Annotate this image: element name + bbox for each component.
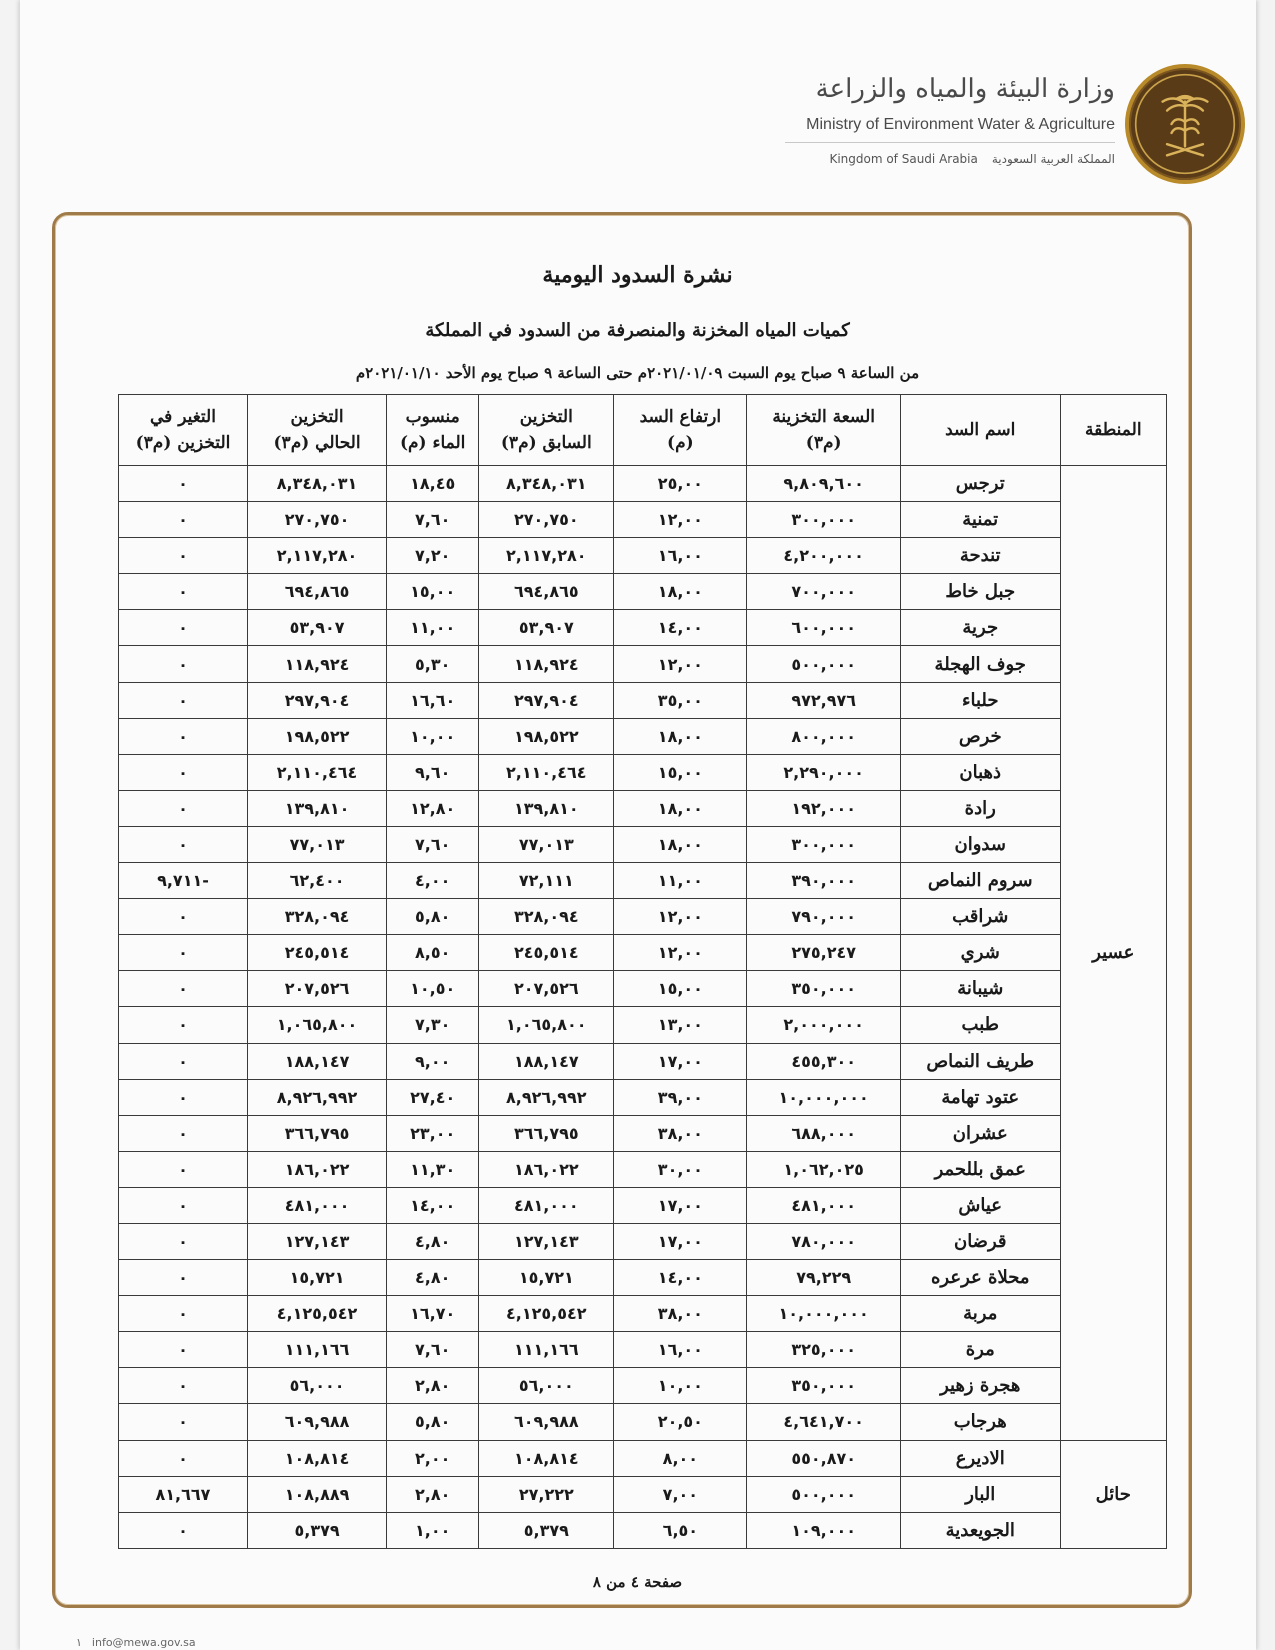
dam-name-cell: جوف الهجلة — [900, 646, 1060, 682]
dam-name-cell: جرية — [900, 610, 1060, 646]
water-level-cell: ٧,٦٠ — [387, 826, 479, 862]
water-level-cell: ٥,٨٠ — [387, 1404, 479, 1440]
capacity-cell: ١٠٩,٠٠٠ — [747, 1512, 901, 1548]
table-row — [119, 682, 1167, 718]
storage-change-cell: ٠ — [119, 1151, 248, 1187]
previous-storage-cell: ٣٢٨,٠٩٤ — [479, 899, 614, 935]
height-cell: ١٤,٠٠ — [614, 1260, 747, 1296]
capacity-cell: ٤,٦٤١,٧٠٠ — [747, 1404, 901, 1440]
height-cell: ٣٠,٠٠ — [614, 1151, 747, 1187]
storage-change-cell: ٠ — [119, 466, 248, 502]
capacity-cell: ٣٠٠,٠٠٠ — [747, 826, 901, 862]
height-cell: ٣٥,٠٠ — [614, 682, 747, 718]
capacity-cell: ٤٥٥,٣٠٠ — [747, 1043, 901, 1079]
table-row — [119, 1404, 1167, 1440]
region-cell: عسير — [1060, 466, 1166, 1441]
table-row — [119, 826, 1167, 862]
dam-name-cell: جبل خاط — [900, 574, 1060, 610]
table-row — [119, 1368, 1167, 1404]
dam-name-cell: البار — [900, 1476, 1060, 1512]
dam-name-cell: عشران — [900, 1115, 1060, 1151]
previous-storage-cell: ١١٨,٩٢٤ — [479, 646, 614, 682]
current-storage-cell: ١٠٨,٨٨٩ — [247, 1476, 386, 1512]
storage-change-cell: ٠ — [119, 1404, 248, 1440]
water-level-cell: ١٦,٧٠ — [387, 1296, 479, 1332]
storage-change-cell: ٠ — [119, 682, 248, 718]
ministry-name-en: Ministry of Environment Water & Agriculture — [806, 116, 1115, 133]
current-storage-cell: ٦٩٤,٨٦٥ — [247, 574, 386, 610]
report-title: نشرة السدود اليومية — [542, 262, 733, 288]
water-level-cell: ٨,٥٠ — [387, 935, 479, 971]
storage-change-cell: ٠ — [119, 1440, 248, 1476]
water-level-cell: ١٢,٨٠ — [387, 790, 479, 826]
previous-storage-cell: ٢٤٥,٥١٤ — [479, 935, 614, 971]
capacity-cell: ٣٢٥,٠٠٠ — [747, 1332, 901, 1368]
previous-storage-cell: ٢,١١٠,٤٦٤ — [479, 754, 614, 790]
previous-storage-cell: ١٨٨,١٤٧ — [479, 1043, 614, 1079]
previous-storage-cell: ٢٧,٢٢٢ — [479, 1476, 614, 1512]
dam-name-cell: شيبانة — [900, 971, 1060, 1007]
storage-change-cell: ٠ — [119, 502, 248, 538]
storage-change-cell: ٠ — [119, 971, 248, 1007]
previous-storage-cell: ١,٠٦٥,٨٠٠ — [479, 1007, 614, 1043]
current-storage-cell: ٢٠٧,٥٢٦ — [247, 971, 386, 1007]
current-storage-cell: ٣٦٦,٧٩٥ — [247, 1115, 386, 1151]
height-cell: ٢٥,٠٠ — [614, 466, 747, 502]
kingdom-en: Kingdom of Saudi Arabia — [829, 152, 978, 166]
table-row — [119, 646, 1167, 682]
current-storage-cell: ١٨٨,١٤٧ — [247, 1043, 386, 1079]
capacity-cell: ١٠,٠٠٠,٠٠٠ — [747, 1079, 901, 1115]
height-cell: ٣٨,٠٠ — [614, 1296, 747, 1332]
previous-storage-cell: ٣٦٦,٧٩٥ — [479, 1115, 614, 1151]
water-level-cell: ١٠,٥٠ — [387, 971, 479, 1007]
ministry-logo-icon — [1125, 64, 1245, 184]
current-storage-cell: ٤,١٢٥,٥٤٢ — [247, 1296, 386, 1332]
capacity-cell: ٧٩,٢٢٩ — [747, 1260, 901, 1296]
table-row — [119, 863, 1167, 899]
water-level-cell: ١٤,٠٠ — [387, 1187, 479, 1223]
current-storage-cell: ٢,١١٧,٢٨٠ — [247, 538, 386, 574]
previous-storage-cell: ٤٨١,٠٠٠ — [479, 1187, 614, 1223]
storage-change-cell: ٠ — [119, 1043, 248, 1079]
previous-storage-cell: ١٠٨,٨١٤ — [479, 1440, 614, 1476]
current-storage-cell: ١,٠٦٥,٨٠٠ — [247, 1007, 386, 1043]
page-number: صفحة ٤ من ٨ — [592, 1573, 683, 1591]
height-cell: ٣٨,٠٠ — [614, 1115, 747, 1151]
water-level-cell: ٢,٠٠ — [387, 1440, 479, 1476]
dam-name-cell: رادة — [900, 790, 1060, 826]
current-storage-cell: ٧٧,٠١٣ — [247, 826, 386, 862]
capacity-cell: ٩,٨٠٩,٦٠٠ — [747, 466, 901, 502]
previous-storage-cell: ١٢٧,١٤٣ — [479, 1223, 614, 1259]
storage-change-cell: ٠ — [119, 899, 248, 935]
capacity-cell: ١,٠٦٢,٠٢٥ — [747, 1151, 901, 1187]
current-storage-cell: ٤٨١,٠٠٠ — [247, 1187, 386, 1223]
previous-storage-cell: ٨,٩٢٦,٩٩٢ — [479, 1079, 614, 1115]
table-row — [119, 1332, 1167, 1368]
header-previous-storage: التخزين السابق (م٣) — [479, 395, 614, 466]
table-row — [119, 466, 1167, 502]
dam-name-cell: تمنية — [900, 502, 1060, 538]
dam-name-cell: هرجاب — [900, 1404, 1060, 1440]
height-cell: ١٨,٠٠ — [614, 826, 747, 862]
height-cell: ١٧,٠٠ — [614, 1223, 747, 1259]
water-level-cell: ٧,٦٠ — [387, 1332, 479, 1368]
capacity-cell: ٧٩٠,٠٠٠ — [747, 899, 901, 935]
storage-change-cell: ٠ — [119, 538, 248, 574]
water-level-cell: ٤,٨٠ — [387, 1260, 479, 1296]
water-level-cell: ٢,٨٠ — [387, 1368, 479, 1404]
storage-change-cell: ٠ — [119, 646, 248, 682]
storage-change-cell: ٠ — [119, 790, 248, 826]
current-storage-cell: ٦٠٩,٩٨٨ — [247, 1404, 386, 1440]
current-storage-cell: ٨,٣٤٨,٠٣١ — [247, 466, 386, 502]
height-cell: ١٠,٠٠ — [614, 1368, 747, 1404]
water-level-cell: ٧,٢٠ — [387, 538, 479, 574]
dam-name-cell: الاديرع — [900, 1440, 1060, 1476]
dam-name-cell: ترجس — [900, 466, 1060, 502]
height-cell: ١٥,٠٠ — [614, 754, 747, 790]
header-current-storage: التخزين الحالي (م٣) — [247, 395, 386, 466]
capacity-cell: ٥٠٠,٠٠٠ — [747, 1476, 901, 1512]
header-water-level: منسوب الماء (م) — [387, 395, 479, 466]
header-storage-change: التغير في التخزين (م٣) — [119, 395, 248, 466]
dam-name-cell: طريف النماص — [900, 1043, 1060, 1079]
current-storage-cell: ١٣٩,٨١٠ — [247, 790, 386, 826]
previous-storage-cell: ١٨٦,٠٢٢ — [479, 1151, 614, 1187]
height-cell: ١٧,٠٠ — [614, 1187, 747, 1223]
table-row — [119, 1296, 1167, 1332]
water-level-cell: ٢,٨٠ — [387, 1476, 479, 1512]
water-level-cell: ١,٠٠ — [387, 1512, 479, 1548]
previous-storage-cell: ٢,١١٧,٢٨٠ — [479, 538, 614, 574]
storage-change-cell: ٠ — [119, 935, 248, 971]
dam-name-cell: سدوان — [900, 826, 1060, 862]
dam-name-cell: شراقب — [900, 899, 1060, 935]
water-level-cell: ٢٣,٠٠ — [387, 1115, 479, 1151]
current-storage-cell: ٥,٣٧٩ — [247, 1512, 386, 1548]
table-row — [119, 1260, 1167, 1296]
current-storage-cell: ٨,٩٢٦,٩٩٢ — [247, 1079, 386, 1115]
ministry-name-ar: وزارة البيئة والمياه والزراعة — [815, 74, 1115, 104]
water-level-cell: ٩,٦٠ — [387, 754, 479, 790]
current-storage-cell: ٣٢٨,٠٩٤ — [247, 899, 386, 935]
capacity-cell: ٢,٠٠٠,٠٠٠ — [747, 1007, 901, 1043]
dam-name-cell: قرضان — [900, 1223, 1060, 1259]
ministry-header — [575, 60, 1175, 190]
table-body — [119, 466, 1167, 1549]
water-level-cell: ٢٧,٤٠ — [387, 1079, 479, 1115]
header-region: المنطقة — [1060, 395, 1166, 466]
table-row — [119, 899, 1167, 935]
dam-name-cell: محلاة عرعره — [900, 1260, 1060, 1296]
previous-storage-cell: ٥٣,٩٠٧ — [479, 610, 614, 646]
table-header-row — [119, 395, 1167, 466]
capacity-cell: ٥٥٠,٨٧٠ — [747, 1440, 901, 1476]
capacity-cell: ٢,٢٩٠,٠٠٠ — [747, 754, 901, 790]
table-row — [119, 574, 1167, 610]
water-level-cell: ٧,٦٠ — [387, 502, 479, 538]
dam-name-cell: عمق بللحمر — [900, 1151, 1060, 1187]
height-cell: ١٥,٠٠ — [614, 971, 747, 1007]
current-storage-cell: ١٢٧,١٤٣ — [247, 1223, 386, 1259]
storage-change-cell: ٠ — [119, 610, 248, 646]
table-row — [119, 1007, 1167, 1043]
previous-storage-cell: ٢٩٧,٩٠٤ — [479, 682, 614, 718]
current-storage-cell: ٢,١١٠,٤٦٤ — [247, 754, 386, 790]
dam-name-cell: سروم النماص — [900, 863, 1060, 899]
water-level-cell: ١١,٠٠ — [387, 610, 479, 646]
current-storage-cell: ١٨٦,٠٢٢ — [247, 1151, 386, 1187]
table-row — [119, 610, 1167, 646]
kingdom-ar: المملكة العربية السعودية — [991, 152, 1115, 166]
height-cell: ١٢,٠٠ — [614, 899, 747, 935]
table-row — [119, 790, 1167, 826]
current-storage-cell: ٥٦,٠٠٠ — [247, 1368, 386, 1404]
dam-name-cell: مربة — [900, 1296, 1060, 1332]
capacity-cell: ٦٨٨,٠٠٠ — [747, 1115, 901, 1151]
height-cell: ١٦,٠٠ — [614, 1332, 747, 1368]
table-row — [119, 1476, 1167, 1512]
table-row — [119, 971, 1167, 1007]
height-cell: ١٤,٠٠ — [614, 610, 747, 646]
storage-change-cell: ٠ — [119, 1223, 248, 1259]
previous-storage-cell: ٤,١٢٥,٥٤٢ — [479, 1296, 614, 1332]
height-cell: ١١,٠٠ — [614, 863, 747, 899]
capacity-cell: ٢٧٥,٢٤٧ — [747, 935, 901, 971]
height-cell: ١٣,٠٠ — [614, 1007, 747, 1043]
height-cell: ٦,٥٠ — [614, 1512, 747, 1548]
header-divider — [785, 142, 1115, 143]
capacity-cell: ٨٠٠,٠٠٠ — [747, 718, 901, 754]
current-storage-cell: ٥٣,٩٠٧ — [247, 610, 386, 646]
water-level-cell: ٤,٨٠ — [387, 1223, 479, 1259]
current-storage-cell: ٢٩٧,٩٠٤ — [247, 682, 386, 718]
previous-storage-cell: ١٩٨,٥٢٢ — [479, 718, 614, 754]
table-row — [119, 1223, 1167, 1259]
height-cell: ٨,٠٠ — [614, 1440, 747, 1476]
height-cell: ١٢,٠٠ — [614, 502, 747, 538]
water-level-cell: ١١,٣٠ — [387, 1151, 479, 1187]
kingdom-line — [829, 152, 1115, 166]
current-storage-cell: ٦٢,٤٠٠ — [247, 863, 386, 899]
capacity-cell: ٧٠٠,٠٠٠ — [747, 574, 901, 610]
water-level-cell: ٤,٠٠ — [387, 863, 479, 899]
footer-email: info@mewa.gov.sa — [91, 1636, 196, 1649]
capacity-cell: ١٠,٠٠٠,٠٠٠ — [747, 1296, 901, 1332]
water-level-cell: ٧,٣٠ — [387, 1007, 479, 1043]
dams-table — [118, 394, 1167, 1549]
storage-change-cell: ٠ — [119, 754, 248, 790]
table-row — [119, 1115, 1167, 1151]
storage-change-cell: -٩,٧١١ — [119, 863, 248, 899]
footer-mark: ١ — [76, 1636, 82, 1649]
table-row — [119, 1151, 1167, 1187]
water-level-cell: ١٠,٠٠ — [387, 718, 479, 754]
storage-change-cell: ٠ — [119, 1187, 248, 1223]
previous-storage-cell: ٢٧٠,٧٥٠ — [479, 502, 614, 538]
dam-name-cell: عتود تهامة — [900, 1079, 1060, 1115]
previous-storage-cell: ١٣٩,٨١٠ — [479, 790, 614, 826]
capacity-cell: ١٩٢,٠٠٠ — [747, 790, 901, 826]
storage-change-cell: ٠ — [119, 718, 248, 754]
capacity-cell: ٣٩٠,٠٠٠ — [747, 863, 901, 899]
height-cell: ٣٩,٠٠ — [614, 1079, 747, 1115]
table-row — [119, 1043, 1167, 1079]
dam-name-cell: مرة — [900, 1332, 1060, 1368]
height-cell: ١٧,٠٠ — [614, 1043, 747, 1079]
table-row — [119, 718, 1167, 754]
header-dam-name: اسم السد — [900, 395, 1060, 466]
table-row — [119, 1440, 1167, 1476]
previous-storage-cell: ٨,٣٤٨,٠٣١ — [479, 466, 614, 502]
current-storage-cell: ١٥,٧٢١ — [247, 1260, 386, 1296]
water-level-cell: ١٥,٠٠ — [387, 574, 479, 610]
capacity-cell: ٧٨٠,٠٠٠ — [747, 1223, 901, 1259]
water-level-cell: ٩,٠٠ — [387, 1043, 479, 1079]
current-storage-cell: ١١٨,٩٢٤ — [247, 646, 386, 682]
storage-change-cell: ٠ — [119, 574, 248, 610]
header-height: ارتفاع السد (م) — [614, 395, 747, 466]
table-row — [119, 538, 1167, 574]
storage-change-cell: ٨١,٦٦٧ — [119, 1476, 248, 1512]
capacity-cell: ٤٨١,٠٠٠ — [747, 1187, 901, 1223]
previous-storage-cell: ٦٩٤,٨٦٥ — [479, 574, 614, 610]
current-storage-cell: ١١١,١٦٦ — [247, 1332, 386, 1368]
dam-name-cell: شري — [900, 935, 1060, 971]
height-cell: ٢٠,٥٠ — [614, 1404, 747, 1440]
previous-storage-cell: ١٥,٧٢١ — [479, 1260, 614, 1296]
header-capacity: السعة التخزينة (م٣) — [747, 395, 901, 466]
height-cell: ١٢,٠٠ — [614, 935, 747, 971]
height-cell: ١٦,٠٠ — [614, 538, 747, 574]
page-footer — [76, 1636, 196, 1649]
table-row — [119, 502, 1167, 538]
dam-name-cell: خرص — [900, 718, 1060, 754]
storage-change-cell: ٠ — [119, 826, 248, 862]
previous-storage-cell: ٧٢,١١١ — [479, 863, 614, 899]
previous-storage-cell: ١١١,١٦٦ — [479, 1332, 614, 1368]
current-storage-cell: ٢٤٥,٥١٤ — [247, 935, 386, 971]
table-row — [119, 1187, 1167, 1223]
capacity-cell: ٤,٢٠٠,٠٠٠ — [747, 538, 901, 574]
previous-storage-cell: ٥٦,٠٠٠ — [479, 1368, 614, 1404]
report-period: من الساعة ٩ صباح يوم السبت ٢٠٢١/٠١/٠٩م حتى الساعة ٩ صباح يوم الأحد ٢٠٢١/٠١/١٠م — [355, 364, 920, 382]
capacity-cell: ٦٠٠,٠٠٠ — [747, 610, 901, 646]
current-storage-cell: ١٩٨,٥٢٢ — [247, 718, 386, 754]
dam-name-cell: حلباء — [900, 682, 1060, 718]
dam-name-cell: هجرة زهير — [900, 1368, 1060, 1404]
current-storage-cell: ٢٧٠,٧٥٠ — [247, 502, 386, 538]
previous-storage-cell: ٢٠٧,٥٢٦ — [479, 971, 614, 1007]
dam-name-cell: عياش — [900, 1187, 1060, 1223]
storage-change-cell: ٠ — [119, 1260, 248, 1296]
capacity-cell: ٣٥٠,٠٠٠ — [747, 1368, 901, 1404]
previous-storage-cell: ٦٠٩,٩٨٨ — [479, 1404, 614, 1440]
storage-change-cell: ٠ — [119, 1079, 248, 1115]
previous-storage-cell: ٧٧,٠١٣ — [479, 826, 614, 862]
height-cell: ١٨,٠٠ — [614, 574, 747, 610]
dam-name-cell: ذهبان — [900, 754, 1060, 790]
storage-change-cell: ٠ — [119, 1332, 248, 1368]
capacity-cell: ٥٠٠,٠٠٠ — [747, 646, 901, 682]
storage-change-cell: ٠ — [119, 1296, 248, 1332]
height-cell: ١٢,٠٠ — [614, 646, 747, 682]
region-cell: حائل — [1060, 1440, 1166, 1548]
storage-change-cell: ٠ — [119, 1368, 248, 1404]
dam-name-cell: تندحة — [900, 538, 1060, 574]
height-cell: ١٨,٠٠ — [614, 718, 747, 754]
current-storage-cell: ١٠٨,٨١٤ — [247, 1440, 386, 1476]
report-subtitle: كميات المياه المخزنة والمنصرفة من السدود في المملكة — [425, 320, 850, 341]
dam-name-cell: الجويعدية — [900, 1512, 1060, 1548]
water-level-cell: ١٦,٦٠ — [387, 682, 479, 718]
height-cell: ٧,٠٠ — [614, 1476, 747, 1512]
previous-storage-cell: ٥,٣٧٩ — [479, 1512, 614, 1548]
capacity-cell: ٣٠٠,٠٠٠ — [747, 502, 901, 538]
storage-change-cell: ٠ — [119, 1007, 248, 1043]
dam-name-cell: طبب — [900, 1007, 1060, 1043]
water-level-cell: ٥,٣٠ — [387, 646, 479, 682]
table-row — [119, 1079, 1167, 1115]
height-cell: ١٨,٠٠ — [614, 790, 747, 826]
table-row — [119, 935, 1167, 971]
capacity-cell: ٩٧٢,٩٧٦ — [747, 682, 901, 718]
table-row — [119, 1512, 1167, 1548]
storage-change-cell: ٠ — [119, 1115, 248, 1151]
water-level-cell: ١٨,٤٥ — [387, 466, 479, 502]
water-level-cell: ٥,٨٠ — [387, 899, 479, 935]
storage-change-cell: ٠ — [119, 1512, 248, 1548]
table-row — [119, 754, 1167, 790]
capacity-cell: ٣٥٠,٠٠٠ — [747, 971, 901, 1007]
